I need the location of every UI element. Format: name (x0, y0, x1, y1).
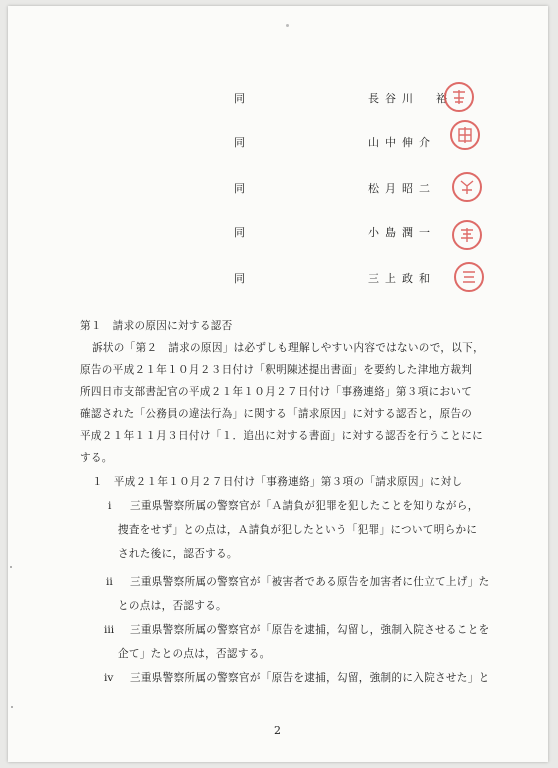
signatory-label: 同 (234, 182, 245, 195)
seal-stamp-icon (444, 82, 474, 112)
signatory-label: 同 (234, 226, 245, 239)
item-marker: ⅲ (104, 624, 115, 636)
edge-mark (10, 566, 12, 568)
paragraph-line: 原告の平成２１年１０月２３日付け「釈明陳述提出書面」を要約した津地方裁判 (80, 364, 473, 376)
item-marker: ⅰ (108, 500, 112, 512)
subsection-title: １ 平成２１年１０月２７日付け「事務連絡」第３項の「請求原因」に対し (92, 476, 463, 488)
page-number: 2 (274, 724, 281, 737)
item-line: された後に，認否する。 (118, 548, 238, 560)
paragraph-line: 訴状の「第２ 請求の原因」は必ずしも理解しやすい内容ではないので，以下， (92, 342, 484, 354)
signatory-name: 小島潤一 (368, 226, 436, 239)
signatory-label: 同 (234, 272, 245, 285)
document-page (8, 6, 548, 762)
item-marker: ⅱ (106, 576, 114, 588)
signatory-row (8, 82, 548, 112)
paper-speck (286, 24, 289, 27)
paragraph-line: 所四日市支部書記官の平成２１年１０月２７日付け「事務連絡」第３項において (80, 386, 473, 398)
paragraph-line: する。 (80, 452, 113, 464)
signatory-row (8, 172, 548, 202)
signatory-name: 長谷川 裕 (368, 92, 453, 105)
item-line: 三重県警察所属の警察官が「被害者である原告を加害者に仕立て上げ」た (130, 576, 490, 588)
signatory-row (8, 216, 548, 246)
signatory-label: 同 (234, 136, 245, 149)
item-line: 三重県警察所属の警察官が「原告を逮捕，勾留，強制的に入院させた」と (130, 672, 490, 684)
signatory-name: 三上政和 (368, 272, 436, 285)
seal-stamp-icon (452, 220, 482, 250)
signatory-name: 山中伸介 (368, 136, 436, 149)
item-line: との点は，否認する。 (118, 600, 227, 612)
item-line: 企て」たとの点は，否認する。 (118, 648, 271, 660)
item-line: 三重県警察所属の警察官が「Ａ請負が犯罪を犯したことを知りながら， (130, 500, 479, 512)
item-line: 捜査をせず」との点は，Ａ請負が犯したという「犯罪」について明らかに (118, 524, 478, 536)
paragraph-line: 確認された「公務員の違法行為」に関する「請求原因」に対する認否と，原告の (80, 408, 473, 420)
signatory-name: 松月昭二 (368, 182, 436, 195)
seal-stamp-icon (454, 262, 484, 292)
item-line: 三重県警察所属の警察官が「原告を逮捕，勾留し，強制入院させることを (130, 624, 490, 636)
paragraph-line: 平成２１年１１月３日付け「１．追出に対する書面」に対する認否を行うことにに (80, 430, 484, 442)
seal-stamp-icon (450, 120, 480, 150)
signatory-row (8, 126, 548, 156)
signatory-label: 同 (234, 92, 245, 105)
seal-stamp-icon (452, 172, 482, 202)
section-heading: 第１ 請求の原因に対する認否 (80, 320, 233, 332)
signatory-row (8, 262, 548, 292)
edge-mark (11, 706, 13, 708)
item-marker: ⅳ (104, 672, 114, 684)
